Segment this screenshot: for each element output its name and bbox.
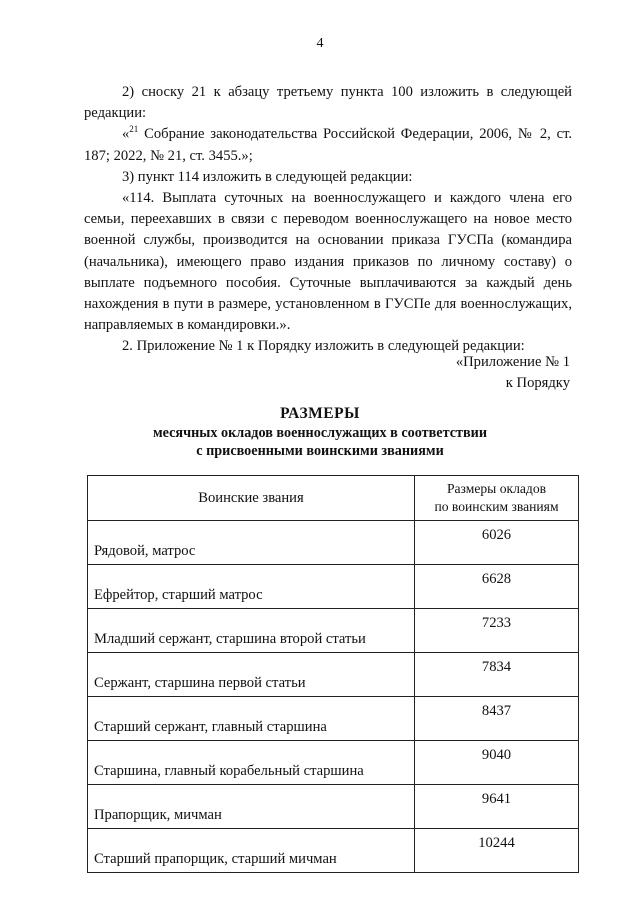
- rank-cell: Сержант, старшина первой статьи: [88, 653, 415, 697]
- appendix-line-1: «Приложение № 1: [455, 354, 570, 370]
- paragraph-footnote-instruction: 2) сноску 21 к абзацу третьему пункта 100 изложить в следующей редакции:: [84, 84, 572, 122]
- header-ranks: Воинские звания: [88, 476, 415, 521]
- footnote-body: Собрание законодательства Российской Федерации, 2006, № 2, ст. 187; 2022, № 21, ст. 3455.»;: [84, 126, 573, 164]
- header-salaries: [415, 476, 579, 521]
- appendix-label: [456, 352, 570, 394]
- rank-cell: Рядовой, матрос: [88, 521, 415, 565]
- table-row: [88, 697, 579, 741]
- page-number: 4: [316, 36, 324, 51]
- salary-cell: 7834: [415, 653, 579, 697]
- table-row: [88, 609, 579, 653]
- rank-cell: Младший сержант, старшина второй статьи: [88, 609, 415, 653]
- paragraph-item-114-instruction: 3) пункт 114 изложить в следующей редакции:: [122, 168, 413, 185]
- salary-cell: 8437: [415, 697, 579, 741]
- heading-title: РАЗМЕРЫ: [280, 405, 360, 422]
- salary-cell: 10244: [415, 829, 579, 873]
- body-text: [84, 82, 572, 358]
- table-row: [88, 785, 579, 829]
- rank-cell: Прапорщик, мичман: [88, 785, 415, 829]
- footnote-mark: 21: [129, 124, 139, 135]
- salary-cell: 6628: [415, 565, 579, 609]
- salary-cell: 7233: [415, 609, 579, 653]
- header-salaries-line-1: Размеры окладов: [446, 481, 547, 496]
- paragraph-footnote-text: [84, 124, 572, 166]
- table-heading: [0, 404, 640, 460]
- table-header-row: [88, 476, 579, 521]
- heading-subtitle-2: с присвоенными воинскими званиями: [196, 443, 444, 459]
- paragraph-item-114-text: «114. Выплата суточных на военнослужащего и каждого члена его семьи, переехавших в связи с переводом военнослужащего на новое место военной службы, производится на основании приказа ГУСПа (командира (начальника), имеющего право издания приказов по личному составу) о выплате подъемного пособия. Суточные выплачиваются за каждый день нахождения в пути в размере, установленном в ГУСПе для военнослужащих, направляемых в командировки.».: [84, 190, 572, 334]
- rank-cell: Старший сержант, главный старшина: [88, 697, 415, 741]
- salary-cell: 6026: [415, 521, 579, 565]
- paragraph-appendix-instruction: 2. Приложение № 1 к Порядку изложить в следующей редакции:: [122, 338, 525, 355]
- heading-subtitle-1: месячных окладов военнослужащих в соответствии: [152, 425, 488, 441]
- footnote-quote: «: [122, 126, 130, 143]
- salary-table: [87, 475, 579, 873]
- header-salaries-line-2: по воинским званиям: [434, 499, 559, 514]
- table-row: [88, 521, 579, 565]
- rank-cell: Старшина, главный корабельный старшина: [88, 741, 415, 785]
- rank-cell: Старший прапорщик, старший мичман: [88, 829, 415, 873]
- salary-cell: 9641: [415, 785, 579, 829]
- table-row: [88, 829, 579, 873]
- rank-cell: Ефрейтор, старший матрос: [88, 565, 415, 609]
- table-row: [88, 741, 579, 785]
- table-row: [88, 653, 579, 697]
- table-row: [88, 565, 579, 609]
- salary-cell: 9040: [415, 741, 579, 785]
- appendix-line-2: к Порядку: [505, 375, 570, 391]
